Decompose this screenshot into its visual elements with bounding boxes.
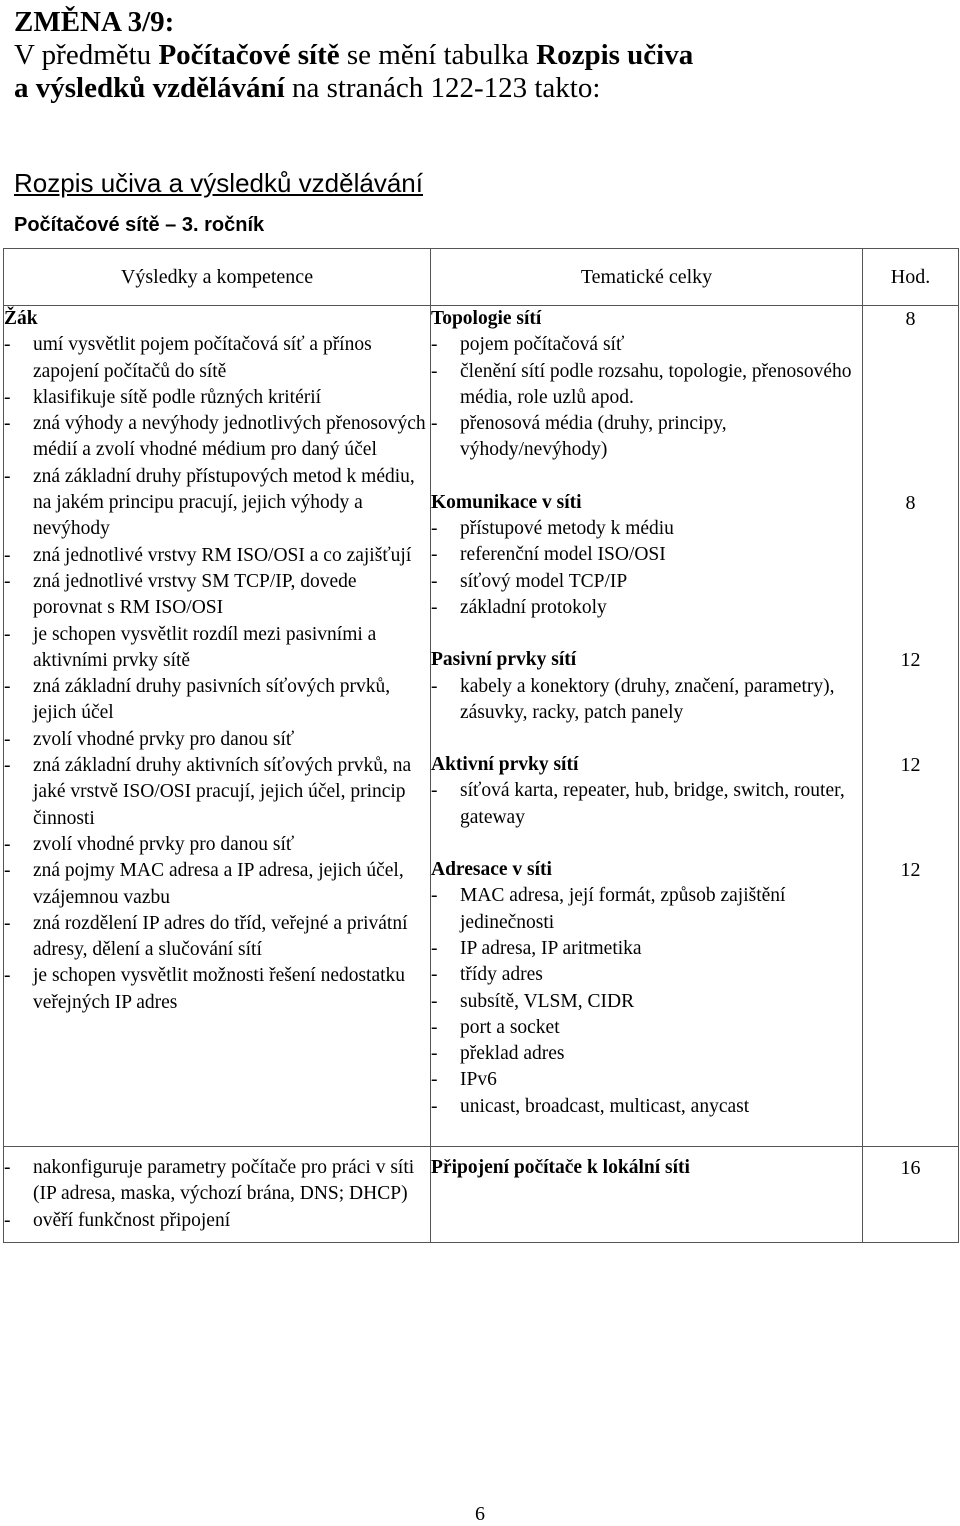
bullet-dash: - <box>431 990 438 1012</box>
list-item-text: umí vysvětlit pojem počítačová síť a přínos zapojení počítačů do sítě <box>33 334 372 382</box>
heading-text: V předmětu <box>14 39 159 71</box>
topics-cell <box>431 306 863 1147</box>
list-item <box>431 1041 862 1067</box>
bullet-dash: - <box>431 413 438 435</box>
list-item-text: je schopen vysvětlit rozdíl mezi pasivními a aktivními prvky sítě <box>33 623 377 671</box>
list-item-text: překlad adres <box>460 1043 565 1065</box>
list-item <box>4 411 430 464</box>
list-item <box>431 1067 862 1093</box>
list-item <box>431 516 862 542</box>
table-header-row <box>4 249 959 306</box>
bullet-dash: - <box>431 675 438 697</box>
hours-cell <box>863 306 959 1147</box>
list-item <box>4 911 430 964</box>
bullet-dash: - <box>4 413 11 435</box>
curriculum-table <box>3 248 959 1243</box>
list-item <box>431 332 862 358</box>
list-item <box>431 1094 862 1120</box>
competence-list <box>4 1155 430 1234</box>
list-item <box>431 778 862 831</box>
list-item <box>4 622 430 675</box>
list-item-text: přístupové metody k médiu <box>460 518 674 540</box>
list-item-text: zná základní druhy přístupových metod k médiu, na jakém principu pracují, jejich výhody a nevýhody <box>33 465 415 540</box>
list-item <box>431 1015 862 1041</box>
hours-value: 8 <box>905 308 916 330</box>
list-item-text: zná jednotlivé vrstvy RM ISO/OSI a co zajišťují <box>33 544 412 566</box>
bullet-dash: - <box>4 755 11 777</box>
list-item-text: zná základní druhy pasivních síťových prvků, jejich účel <box>33 676 391 724</box>
bullet-dash: - <box>431 964 438 986</box>
list-item <box>431 359 862 412</box>
change-heading <box>14 6 944 105</box>
competences-cell-last <box>4 1147 431 1243</box>
bullet-dash: - <box>4 965 11 987</box>
bullet-dash: - <box>4 465 11 487</box>
list-item-text: zvolí vhodné prvky pro danou síť <box>33 728 295 750</box>
list-item-text: kabely a konektory (druhy, značení, parametry), zásuvky, racky, patch panely <box>460 675 835 723</box>
list-item <box>4 963 430 1016</box>
list-item <box>431 411 862 464</box>
header-topics: Tematické celky <box>431 249 863 306</box>
change-number: ZMĚNA 3/9: <box>14 6 175 38</box>
course-title: Počítačové sítě – 3. ročník <box>14 214 265 236</box>
page-number: 6 <box>475 1503 485 1525</box>
student-label: Žák <box>4 308 38 329</box>
list-item <box>431 569 862 595</box>
bullet-dash: - <box>4 1157 11 1179</box>
hours-value: 12 <box>900 649 921 672</box>
bullet-dash: - <box>431 570 438 592</box>
bullet-dash: - <box>4 912 11 934</box>
list-item-text: přenosová média (druhy, principy, výhody/nevýhody) <box>460 413 727 461</box>
list-item <box>4 832 430 858</box>
bullet-dash: - <box>431 1016 438 1038</box>
hours-value: 12 <box>900 754 921 777</box>
list-item <box>431 595 862 621</box>
list-item-text: klasifikuje sítě podle různých kritérií <box>33 386 322 408</box>
list-item-text: port a socket <box>460 1016 560 1038</box>
topic-group <box>431 647 862 726</box>
bullet-dash: - <box>431 334 438 356</box>
bullet-dash: - <box>431 1069 438 1091</box>
bullet-dash: - <box>4 728 11 750</box>
topic-cell-last <box>431 1147 863 1243</box>
list-item-text: zná rozdělení IP adres do tříd, veřejné a privátní adresy, dělení a slučování sítí <box>33 912 408 961</box>
topic-list <box>431 306 862 1120</box>
topic-title: Pasivní prvky sítí <box>431 649 577 671</box>
hours-value: 16 <box>863 1147 959 1243</box>
bullet-dash: - <box>4 334 11 356</box>
bullet-dash: - <box>431 544 438 566</box>
list-item-text: MAC adresa, její formát, způsob zajištění jedinečnosti <box>460 885 786 933</box>
list-item <box>431 674 862 727</box>
heading-line-1 <box>14 6 944 39</box>
list-item <box>4 674 430 727</box>
list-item <box>431 989 862 1015</box>
list-item <box>4 727 430 753</box>
heading-text: na stranách 122-123 takto: <box>284 72 601 104</box>
bullet-dash: - <box>431 596 438 618</box>
table-name: Rozpis učiva <box>536 39 694 71</box>
bullet-dash: - <box>4 676 11 698</box>
topic-title: Topologie sítí <box>431 308 542 329</box>
table-row <box>4 1147 959 1243</box>
bullet-dash: - <box>431 360 438 382</box>
list-item <box>4 543 430 569</box>
list-item-text: IPv6 <box>460 1069 497 1091</box>
list-item <box>4 858 430 911</box>
list-item <box>431 883 862 936</box>
list-item-text: subsítě, VLSM, CIDR <box>460 990 635 1012</box>
topic-title: Komunikace v síti <box>431 491 582 513</box>
bullet-dash: - <box>431 518 438 540</box>
header-competences: Výsledky a kompetence <box>4 249 431 306</box>
heading-line-3 <box>14 72 944 105</box>
topic-title: Aktivní prvky sítí <box>431 754 579 776</box>
heading-text: se mění tabulka <box>339 39 537 71</box>
subject-name: Počítačové sítě <box>158 39 340 71</box>
list-item-text: nakonfiguruje parametry počítače pro práci v síti (IP adresa, maska, výchozí brána, DNS; DHCP) <box>33 1157 415 1205</box>
section-title: Rozpis učiva a výsledků vzdělávání <box>14 168 423 198</box>
bullet-dash: - <box>4 833 11 855</box>
bullet-dash: - <box>4 1209 11 1231</box>
list-item-text: unicast, broadcast, multicast, anycast <box>460 1095 750 1117</box>
bullet-dash: - <box>431 780 438 802</box>
topic-group <box>431 490 862 621</box>
list-item-text: pojem počítačová síť <box>460 334 625 356</box>
bullet-dash: - <box>431 1095 438 1117</box>
list-item <box>4 464 430 543</box>
list-item-text: síťová karta, repeater, hub, bridge, switch, router, gateway <box>460 780 845 828</box>
list-item-text: zná pojmy MAC adresa a IP adresa, jejich účel, vzájemnou vazbu <box>33 860 404 908</box>
list-item-text: síťový model TCP/IP <box>460 570 628 592</box>
list-item <box>4 1155 430 1208</box>
bullet-dash: - <box>431 937 438 959</box>
topic-title: Připojení počítače k lokální síti <box>431 1157 690 1179</box>
list-item-text: IP adresa, IP aritmetika <box>460 937 642 959</box>
bullet-dash: - <box>431 885 438 907</box>
competences-cell <box>4 306 431 1147</box>
list-item-text: základní protokoly <box>460 596 607 618</box>
list-item <box>431 542 862 568</box>
list-item-text: členění sítí podle rozsahu, topologie, přenosového média, role uzlů apod. <box>460 360 852 408</box>
list-item-text: zvolí vhodné prvky pro danou síť <box>33 833 295 855</box>
list-item <box>4 569 430 622</box>
topic-group <box>431 752 862 831</box>
table-row <box>4 306 959 1147</box>
list-item <box>431 936 862 962</box>
bullet-dash: - <box>431 1043 438 1065</box>
list-item <box>4 332 430 385</box>
table-name-cont: a výsledků vzdělávání <box>14 72 285 104</box>
hours-value: 12 <box>900 859 921 882</box>
topic-group <box>431 306 862 464</box>
list-item <box>431 962 862 988</box>
list-item <box>4 385 430 411</box>
bullet-dash: - <box>4 386 11 408</box>
topic-title: Adresace v síti <box>431 859 552 881</box>
bullet-dash: - <box>4 570 11 592</box>
list-item <box>4 753 430 832</box>
hours-value: 8 <box>905 491 916 514</box>
bullet-dash: - <box>4 544 11 566</box>
competence-list <box>4 332 430 1016</box>
bullet-dash: - <box>4 860 11 882</box>
list-item-text: ověří funkčnost připojení <box>33 1209 231 1231</box>
list-item-text: zná základní druhy aktivních síťových prvků, na jaké vrstvě ISO/OSI pracují, jejich účel, princip činnosti <box>33 755 412 829</box>
bullet-dash: - <box>4 623 11 645</box>
list-item-text: referenční model ISO/OSI <box>460 544 666 566</box>
list-item-text: zná výhody a nevýhody jednotlivých přenosových médií a zvolí vhodné médium pro daný účel <box>33 413 426 461</box>
list-item-text: zná jednotlivé vrstvy SM TCP/IP, dovede porovnat s RM ISO/OSI <box>33 570 357 619</box>
list-item-text: je schopen vysvětlit možnosti řešení nedostatku veřejných IP adres <box>33 965 406 1013</box>
list-item <box>4 1208 430 1234</box>
list-item-text: třídy adres <box>460 964 543 986</box>
topic-group <box>431 857 862 1120</box>
header-hours: Hod. <box>863 249 959 306</box>
heading-line-2 <box>14 39 944 72</box>
